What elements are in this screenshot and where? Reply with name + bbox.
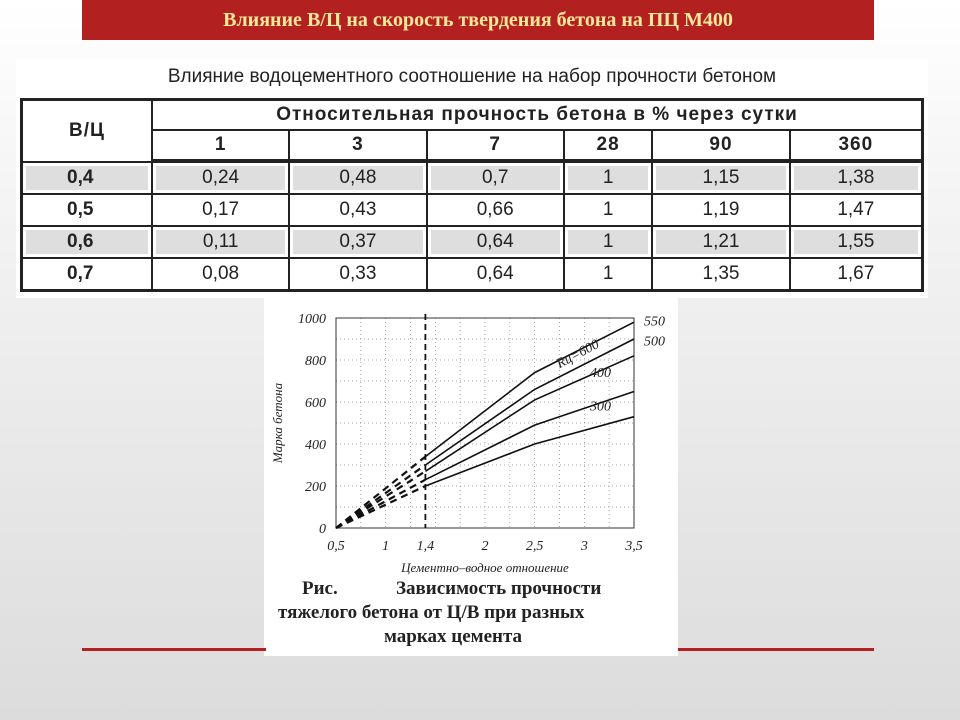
table-row	[23, 163, 921, 195]
strength-table	[20, 98, 924, 292]
col-header-wc: В/Ц	[23, 101, 153, 163]
wc-cell: 0,7	[23, 259, 153, 289]
table-row	[23, 227, 921, 259]
caption-line-2: тяжелого бетона от Ц/В при разных	[278, 602, 585, 623]
value-cell: 0,17	[153, 195, 290, 227]
wc-cell: 0,5	[23, 195, 153, 227]
value-cell: 0,64	[428, 227, 565, 259]
strength-table-panel	[16, 58, 928, 298]
wc-cell: 0,6	[23, 227, 153, 259]
series-extrapolation	[336, 471, 425, 528]
y-tick-label: 200	[305, 480, 326, 495]
value-cell: 1,55	[791, 227, 921, 259]
y-tick-label: 1000	[298, 312, 326, 327]
value-cell: 1	[565, 227, 654, 259]
value-cell: 1,38	[791, 163, 921, 195]
caption-prefix: Рис.	[302, 578, 338, 599]
value-cell: 0,43	[290, 195, 427, 227]
value-cell: 1,15	[653, 163, 790, 195]
col-header-day: 3	[290, 131, 427, 163]
series-label-300: 300	[590, 399, 611, 415]
value-cell: 1,19	[653, 195, 790, 227]
y-tick-label: 400	[305, 438, 326, 453]
series-label-550: 550	[644, 314, 665, 330]
col-header-day: 28	[565, 131, 654, 163]
strength-chart-panel	[264, 298, 678, 656]
value-cell: 0,08	[153, 259, 290, 289]
x-tick-label: 3	[580, 539, 588, 554]
col-header-day: 90	[653, 131, 790, 163]
value-cell: 1	[565, 163, 654, 195]
value-cell: 1,35	[653, 259, 790, 289]
strength-chart	[264, 298, 678, 578]
caption-line-1: Зависимость прочности	[396, 578, 602, 599]
value-cell: 1	[565, 259, 654, 289]
footer-divider-left	[82, 648, 266, 651]
x-axis-label: Цементно–водное отношение	[401, 560, 569, 575]
value-cell: 0,37	[290, 227, 427, 259]
x-tick-label: 2	[481, 539, 489, 554]
value-cell: 0,48	[290, 163, 427, 195]
value-cell: 1,67	[837, 263, 875, 284]
col-header-day: 360	[791, 131, 921, 163]
value-cell: 0,7	[428, 163, 565, 195]
value-cell: 0,64	[428, 259, 565, 289]
col-header-group: Относительная прочность бетона в % через сутки	[153, 101, 921, 131]
y-tick-label: 600	[305, 396, 326, 411]
value-cell: 0,33	[290, 259, 427, 289]
y-tick-label: 0	[319, 522, 326, 537]
value-cell: 1	[565, 195, 654, 227]
footer-divider-right	[678, 648, 874, 651]
series-label-400: 400	[590, 365, 611, 381]
col-header-day: 1	[153, 131, 290, 163]
x-tick-label: 0,5	[327, 539, 345, 554]
value-cell: 1,47	[791, 195, 921, 227]
value-cell: 1,21	[653, 227, 790, 259]
x-tick-label: 1	[382, 539, 390, 554]
table-row	[23, 259, 921, 289]
value-cell: 0,24	[153, 163, 290, 195]
series-label-500: 500	[644, 334, 665, 350]
col-header-day: 7	[428, 131, 565, 163]
table-row	[23, 195, 921, 227]
wc-cell: 0,4	[23, 163, 153, 195]
series-line	[425, 322, 634, 456]
value-cell: 0,11	[153, 227, 290, 259]
y-tick-label: 800	[305, 354, 326, 369]
y-axis-label: Марка бетона	[270, 382, 285, 464]
series-extrapolation	[336, 486, 425, 528]
slide-title: Влияние В/Ц на скорость твердения бетона на ПЦ М400	[82, 0, 874, 40]
series-label-600: Rц=600	[554, 337, 602, 372]
x-tick-label: 1,4	[416, 539, 435, 554]
x-tick-label: 3,5	[625, 539, 643, 554]
x-tick-label: 2,5	[525, 539, 544, 554]
caption-line-3: марках цемента	[384, 626, 523, 647]
value-cell: 0,66	[428, 195, 565, 227]
table-heading: Влияние водоцементного соотношение на набор прочности бетоном	[167, 66, 777, 87]
